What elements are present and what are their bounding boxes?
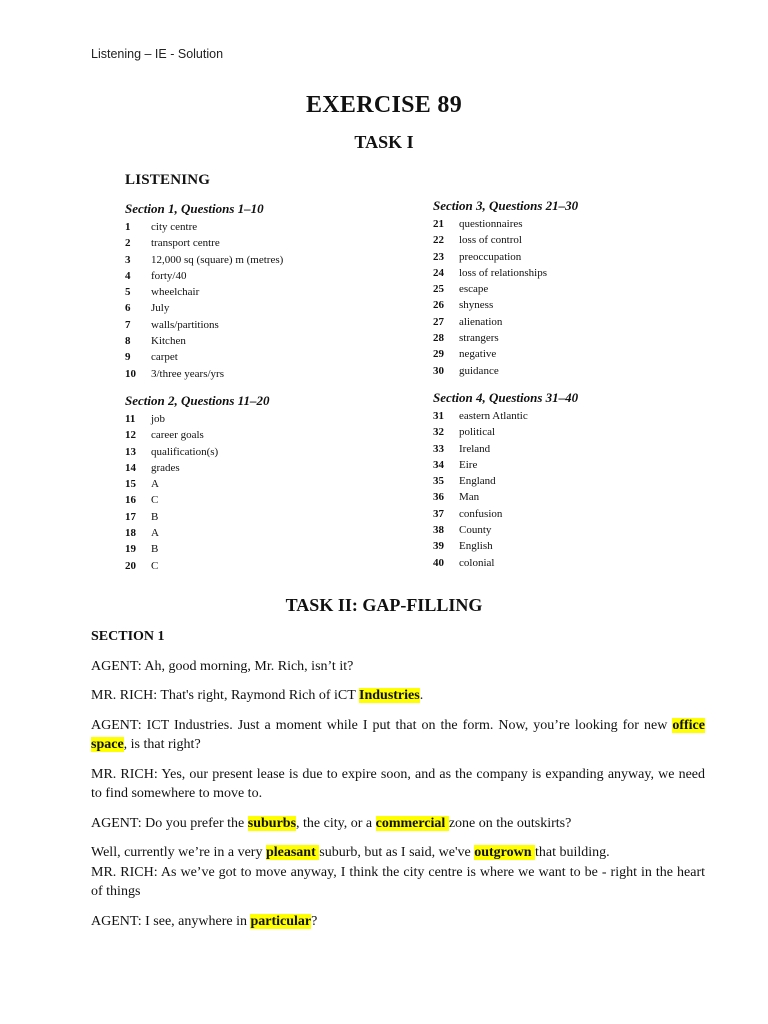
- answer-text: 3/three years/yrs: [151, 367, 224, 380]
- answer-number: 40: [433, 556, 444, 569]
- highlighted-answer: particular: [250, 913, 312, 929]
- answer-text: English: [459, 540, 493, 553]
- answer-text: negative: [459, 348, 497, 361]
- transcript-paragraph: [91, 686, 705, 706]
- transcript-text: that building.: [535, 845, 610, 860]
- transcript-paragraph: [91, 765, 705, 804]
- answer-row: [125, 284, 283, 300]
- answer-row: [433, 232, 578, 248]
- answer-text: County: [459, 524, 492, 537]
- highlighted-answer: Industries: [359, 688, 420, 703]
- task-one-title: TASK I: [354, 132, 414, 152]
- answer-text: wheelchair: [151, 286, 200, 299]
- answer-number: 1: [125, 221, 131, 233]
- answer-text: colonial: [459, 556, 495, 569]
- answer-number: 20: [125, 559, 136, 572]
- answer-number: 39: [433, 540, 444, 553]
- answer-number: 8: [125, 335, 131, 348]
- answer-number: 35: [433, 475, 444, 488]
- transcript-text: MR. RICH: That's right, Raymond Rich of iCT: [91, 688, 360, 703]
- answer-number: 30: [433, 364, 444, 377]
- answer-row: [433, 473, 578, 489]
- answer-number: 7: [125, 318, 131, 331]
- transcript-text: suburb, but as I said, we've: [319, 845, 475, 860]
- transcript-text: AGENT: Ah, good morning, Mr. Rich, isn’t it?: [91, 658, 354, 674]
- answer-text: July: [151, 302, 170, 315]
- answer-row: [433, 265, 578, 281]
- answer-text: Ireland: [459, 442, 491, 455]
- answer-row: [433, 506, 578, 522]
- answer-number: 32: [433, 426, 444, 439]
- answer-text: loss of relationships: [459, 266, 547, 279]
- highlighted-answer: commercial: [375, 815, 449, 831]
- answer-number: 9: [125, 351, 131, 364]
- answer-text: Kitchen: [151, 335, 186, 348]
- answer-row: [433, 441, 578, 457]
- answer-row: [125, 411, 269, 427]
- highlighted-answer: office space: [91, 717, 705, 752]
- answer-row: [433, 297, 578, 313]
- answer-row: [433, 249, 578, 265]
- section-title: Section 3, Questions 21–30: [433, 198, 579, 213]
- answer-row: [125, 317, 283, 333]
- answer-number: 11: [125, 413, 136, 425]
- answer-row: [125, 349, 283, 365]
- transcript-section-label: SECTION 1: [91, 629, 165, 644]
- answer-number: 14: [125, 461, 136, 474]
- answer-text: C: [151, 494, 159, 507]
- transcript-paragraph: [91, 657, 705, 677]
- answer-number: 12: [125, 429, 136, 442]
- transcript-text: AGENT: ICT Industries. Just a moment while I put that on the form. Now, you’re looking for new: [91, 717, 673, 733]
- answer-number: 26: [433, 299, 444, 312]
- answer-row: [433, 216, 578, 232]
- answer-text: political: [459, 426, 496, 439]
- answer-number: 17: [125, 510, 136, 523]
- answer-number: 33: [433, 442, 444, 455]
- answer-number: 23: [433, 250, 444, 263]
- answer-row: [433, 314, 578, 330]
- section-title: Section 1, Questions 1–10: [125, 201, 264, 216]
- answer-text: B: [151, 510, 159, 523]
- transcript-body: [91, 657, 705, 932]
- answer-row: [125, 427, 269, 443]
- answer-row: [433, 346, 578, 362]
- answer-text: walls/partitions: [151, 318, 219, 331]
- answer-section-4: [433, 389, 578, 571]
- transcript: [91, 627, 705, 941]
- answer-row: [125, 460, 269, 476]
- answer-row: [433, 424, 578, 440]
- answer-number: 28: [433, 332, 444, 345]
- highlighted-answer: pleasant: [265, 845, 320, 860]
- answer-row: [125, 219, 283, 235]
- answer-row: [125, 444, 269, 460]
- answer-row: [125, 235, 283, 251]
- transcript-paragraph: [91, 814, 705, 834]
- answer-number: 19: [125, 543, 136, 556]
- answer-text: Eire: [459, 458, 478, 471]
- answer-text: forty/40: [151, 269, 187, 282]
- answer-text: A: [151, 478, 159, 491]
- transcript-paragraph: [91, 863, 705, 902]
- answer-row: [125, 492, 269, 508]
- transcript-text: zone on the outskirts?: [448, 815, 572, 831]
- answer-text: qualification(s): [151, 445, 219, 458]
- answer-text: job: [151, 413, 166, 425]
- answer-row: [125, 333, 283, 349]
- transcript-text: AGENT: I see, anywhere in: [91, 913, 251, 929]
- transcript-paragraph: [91, 843, 705, 863]
- answer-row: [433, 408, 578, 424]
- answer-text: eastern Atlantic: [459, 410, 528, 422]
- answer-row: [125, 476, 269, 492]
- transcript-text: , the city, or a: [296, 815, 376, 831]
- answer-text: alienation: [459, 315, 503, 328]
- answer-text: grades: [151, 461, 180, 474]
- answer-number: 37: [433, 507, 444, 520]
- answer-text: transport centre: [151, 237, 220, 250]
- answer-text: B: [151, 543, 159, 556]
- answer-text: C: [151, 559, 159, 572]
- answer-number: 36: [433, 491, 444, 504]
- answer-row: [433, 457, 578, 473]
- answer-row: [125, 268, 283, 284]
- answer-text: city centre: [151, 221, 198, 233]
- answer-number: 27: [433, 315, 444, 328]
- transcript-paragraph: [91, 716, 705, 755]
- answer-text: strangers: [459, 332, 499, 345]
- answer-number: 24: [433, 266, 444, 279]
- answer-number: 25: [433, 283, 444, 296]
- answer-row: [125, 300, 283, 316]
- answer-number: 5: [125, 286, 131, 299]
- answer-row: [433, 538, 578, 554]
- task-two-title: TASK II: GAP-FILLING: [285, 595, 483, 615]
- section-title: Section 4, Questions 31–40: [433, 390, 579, 405]
- transcript-text: ?: [311, 913, 318, 929]
- answer-row: [433, 281, 578, 297]
- answer-number: 10: [125, 367, 136, 380]
- answer-text: shyness: [459, 299, 494, 312]
- transcript-text: , is that right?: [123, 737, 201, 752]
- transcript-text: .: [419, 688, 424, 703]
- answer-number: 34: [433, 458, 444, 471]
- section-title: Section 2, Questions 11–20: [125, 393, 270, 408]
- transcript-text: MR. RICH: As we’ve got to move anyway, I think the city centre is where we want to be - right in the heart of things: [91, 864, 705, 899]
- answer-text: 12,000 sq (square) m (metres): [151, 253, 284, 266]
- answer-row: [433, 489, 578, 505]
- listening-heading: LISTENING: [125, 172, 211, 188]
- answer-number: 4: [125, 269, 131, 282]
- answer-number: 3: [125, 253, 131, 266]
- answer-number: 18: [125, 527, 136, 540]
- answer-section-1: [125, 200, 283, 382]
- answer-section-2: [125, 392, 269, 574]
- answer-number: 38: [433, 524, 444, 537]
- answer-row: [433, 363, 578, 379]
- answer-number: 31: [433, 410, 444, 422]
- header-note: Listening – IE - Solution: [91, 47, 224, 61]
- answer-row: [433, 522, 578, 538]
- answer-number: 15: [125, 478, 136, 491]
- answer-text: guidance: [459, 364, 499, 377]
- transcript-paragraph: [91, 912, 705, 932]
- answer-number: 2: [125, 237, 131, 250]
- answer-text: questionnaires: [459, 218, 523, 230]
- highlighted-answer: outgrown: [474, 845, 536, 860]
- answer-text: Man: [459, 491, 480, 504]
- answer-text: escape: [459, 283, 489, 296]
- answer-text: carpet: [151, 351, 178, 364]
- answer-row: [125, 525, 269, 541]
- answer-text: England: [459, 475, 496, 488]
- answer-section-3: [433, 197, 578, 379]
- transcript-text: Well, currently we’re in a very: [91, 845, 266, 860]
- answer-text: preoccupation: [459, 250, 522, 263]
- transcript-text: MR. RICH: Yes, our present lease is due to expire soon, and as the company is expanding anyway, we need to find somewhere to move to.: [91, 766, 705, 801]
- answer-text: A: [151, 527, 159, 540]
- answer-text: loss of control: [459, 234, 522, 247]
- answer-text: confusion: [459, 507, 503, 520]
- answer-row: [125, 366, 283, 382]
- answer-number: 21: [433, 218, 444, 230]
- exercise-title: EXERCISE 89: [305, 92, 462, 118]
- answer-row: [125, 509, 269, 525]
- answer-number: 16: [125, 494, 136, 507]
- answer-row: [125, 558, 269, 574]
- answer-number: 13: [125, 445, 136, 458]
- highlighted-answer: suburbs: [247, 815, 297, 831]
- answer-number: 29: [433, 348, 444, 361]
- answer-text: career goals: [151, 429, 204, 442]
- transcript-text: AGENT: Do you prefer the: [91, 815, 248, 831]
- answer-number: 22: [433, 234, 444, 247]
- answer-row: [125, 541, 269, 557]
- answer-row: [125, 252, 283, 268]
- answer-number: 6: [125, 302, 131, 315]
- answer-row: [433, 555, 578, 571]
- answer-row: [433, 330, 578, 346]
